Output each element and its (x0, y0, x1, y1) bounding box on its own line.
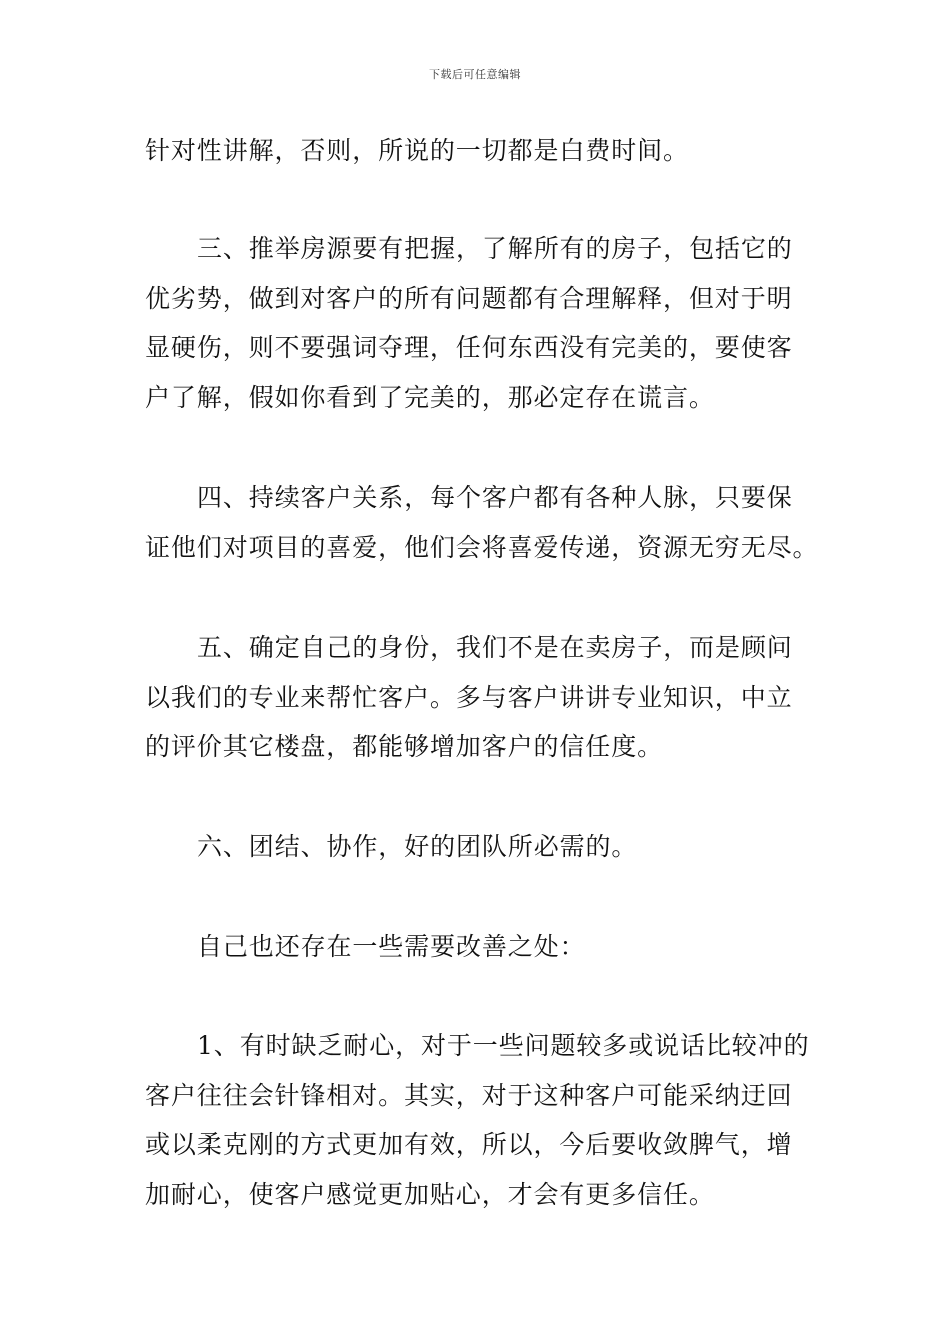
text-line: 以我们的专业来帮忙客户。多与客户讲讲专业知识，中立 (145, 682, 793, 712)
paragraph-improvement-one (145, 1021, 810, 1219)
text-line: 针对性讲解，否则，所说的一切都是白费时间。 (145, 136, 689, 165)
text-line: 加耐心，使客户感觉更加贴心，才会有更多信任。 (145, 1179, 715, 1209)
paragraph-point-six (145, 822, 810, 872)
paragraph-point-three (145, 224, 810, 422)
text-line: 证他们对项目的喜爱，他们会将喜爱传递，资源无穷无尽。 (145, 532, 819, 562)
paragraph-improvements-intro (145, 922, 810, 972)
text-line: 三、推举房源要有把握，了解所有的房子，包括它的 (197, 234, 793, 263)
text-line: 优劣势，做到对客户的所有问题都有合理解释，但对于明 (145, 283, 793, 313)
text-line: 或以柔克刚的方式更加有效，所以，今后要收敛脾气，增 (145, 1130, 793, 1159)
text-line: 五、确定自己的身份，我们不是在卖房子，而是顾问 (197, 633, 793, 662)
text-line: 四、持续客户关系，每个客户都有各种人脉，只要保 (197, 483, 793, 512)
text-line: 显硬伤，则不要强词夺理，任何东西没有完美的，要使客 (145, 333, 793, 362)
paragraph-point-five (145, 623, 810, 772)
page-header: 下载后可任意编辑 (429, 68, 521, 81)
text-line: 六、团结、协作，好的团队所必需的。 (197, 832, 638, 861)
text-line: 户了解，假如你看到了完美的，那必定存在谎言。 (145, 382, 715, 412)
text-line: 自己也还存在一些需要改善之处： (197, 932, 586, 961)
text-line: 的评价其它楼盘，都能够增加客户的信任度。 (145, 732, 664, 761)
paragraph-continuation (145, 126, 810, 176)
text-line: 1、有时缺乏耐心，对于一些问题较多或说话比较冲的 (197, 1031, 810, 1060)
text-line: 客户往往会针锋相对。其实，对于这种客户可能采纳迂回 (145, 1080, 793, 1110)
paragraph-point-four (145, 473, 819, 572)
